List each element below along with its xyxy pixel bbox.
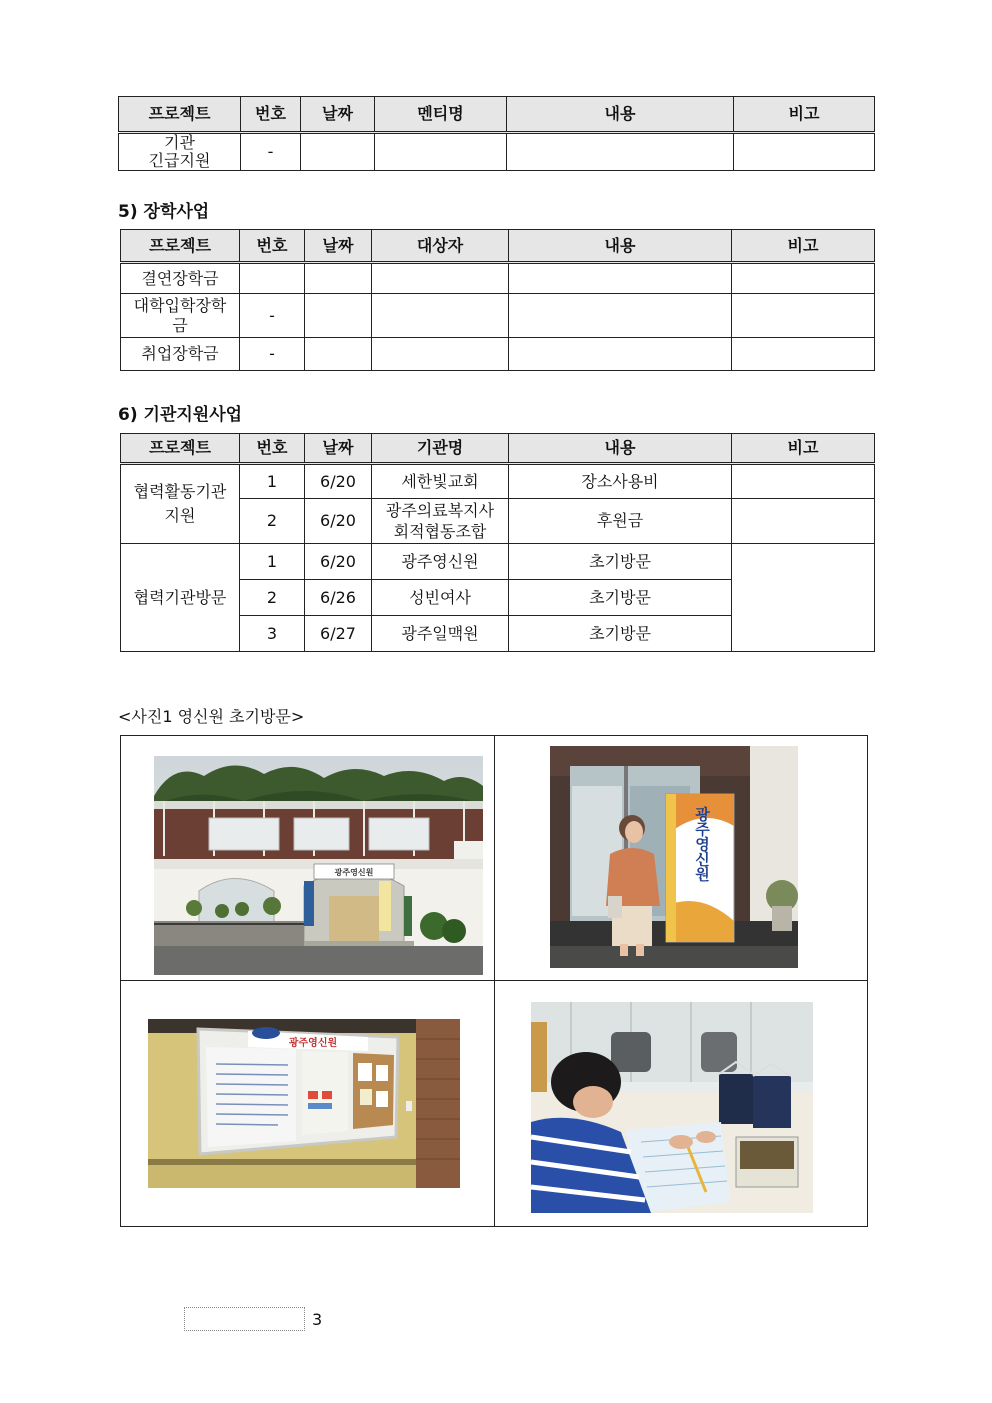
cell-number [240,263,305,294]
cell-project: 협력활동기관 지원 [121,464,240,544]
cell-number: - [241,133,301,171]
cell-remarks [732,544,875,652]
cell-date: 6/27 [305,616,372,652]
cell-number: - [240,294,305,338]
header-remarks: 비고 [732,434,875,464]
footer-box [184,1307,305,1331]
header-date: 날짜 [305,230,372,263]
cell-date: 6/20 [305,544,372,580]
header-institution: 기관명 [372,434,509,464]
header-date: 날짜 [305,434,372,464]
table-scholarship [120,229,875,371]
header-project: 프로젝트 [119,97,241,133]
cell-date: 6/20 [305,464,372,499]
cell-number: 1 [240,464,305,499]
cell-recipient [372,338,509,371]
banner-text: 광주영신원 [693,806,711,882]
table-row [121,544,875,580]
cell-remarks [732,263,875,294]
cell-content [509,294,732,338]
photo-caption: <사진1 영신원 초기방문> [118,707,305,726]
header-content: 내용 [509,434,732,464]
header-number: 번호 [241,97,301,133]
cell-content: 장소사용비 [509,464,732,499]
header-number: 번호 [240,230,305,263]
header-remarks: 비고 [732,230,875,263]
photo-bulletin-board [148,1019,460,1188]
cell-content [509,263,732,294]
table-row [121,338,875,371]
cell-content: 초기방문 [509,580,732,616]
table-institution-support [120,433,875,652]
header-recipient: 대상자 [372,230,509,263]
photo-visitor-with-banner [550,746,798,968]
header-date: 날짜 [301,97,375,133]
cell-number: 2 [240,580,305,616]
table-row [119,133,875,171]
cell-date: 6/20 [305,499,372,544]
bulletin-board-photo [148,1019,460,1188]
cell-remarks [732,338,875,371]
page-number: 3 [312,1310,323,1329]
cell-recipient [372,294,509,338]
photo-student-writing [531,1002,813,1213]
table-emergency-support [118,96,875,171]
table-row [121,263,875,294]
section-heading-institution-support: 6) 기관지원사업 [118,405,243,425]
cell-date [305,338,372,371]
cell-mentee [375,133,507,171]
building-sign-text: 광주영신원 [334,868,374,877]
cell-date [301,133,375,171]
cell-content [509,338,732,371]
grid-divider [494,736,495,1226]
cell-project: 취업장학금 [121,338,240,371]
cell-date [305,263,372,294]
cell-recipient [372,263,509,294]
building-photo [154,756,483,975]
cell-number: 2 [240,499,305,544]
photo-grid [120,735,868,1227]
header-content: 내용 [509,230,732,263]
visitor-photo [550,746,798,968]
cell-date [305,294,372,338]
cell-content: 초기방문 [509,616,732,652]
grid-divider [121,980,867,981]
cell-content: 초기방문 [509,544,732,580]
student-photo [531,1002,813,1213]
cell-institution: 광주일맥원 [372,616,509,652]
cell-number: - [240,338,305,371]
cell-remarks [732,294,875,338]
cell-number: 1 [240,544,305,580]
header-mentee: 멘티명 [375,97,507,133]
table-row [121,464,875,499]
cell-institution: 광주영신원 [372,544,509,580]
cell-content [507,133,734,171]
section-heading-scholarship: 5) 장학사업 [118,202,210,222]
cell-institution: 세한빛교회 [372,464,509,499]
cell-date: 6/26 [305,580,372,616]
cell-remarks [732,464,875,499]
photo-building-exterior [154,756,483,975]
table-row [121,294,875,338]
header-number: 번호 [240,434,305,464]
header-project: 프로젝트 [121,230,240,263]
cell-remarks [734,133,875,171]
header-remarks: 비고 [734,97,875,133]
cell-institution: 성빈여사 [372,580,509,616]
cell-project: 결연장학금 [121,263,240,294]
header-content: 내용 [507,97,734,133]
cell-institution: 광주의료복지사 회적협동조합 [372,499,509,544]
cell-project: 대학입학장학 금 [121,294,240,338]
board-sign-text: 광주영신원 [288,1038,338,1049]
cell-remarks [732,499,875,544]
cell-number: 3 [240,616,305,652]
cell-content: 후원금 [509,499,732,544]
cell-project: 협력기관방문 [121,544,240,652]
cell-project: 기관 긴급지원 [119,133,241,171]
header-project: 프로젝트 [121,434,240,464]
